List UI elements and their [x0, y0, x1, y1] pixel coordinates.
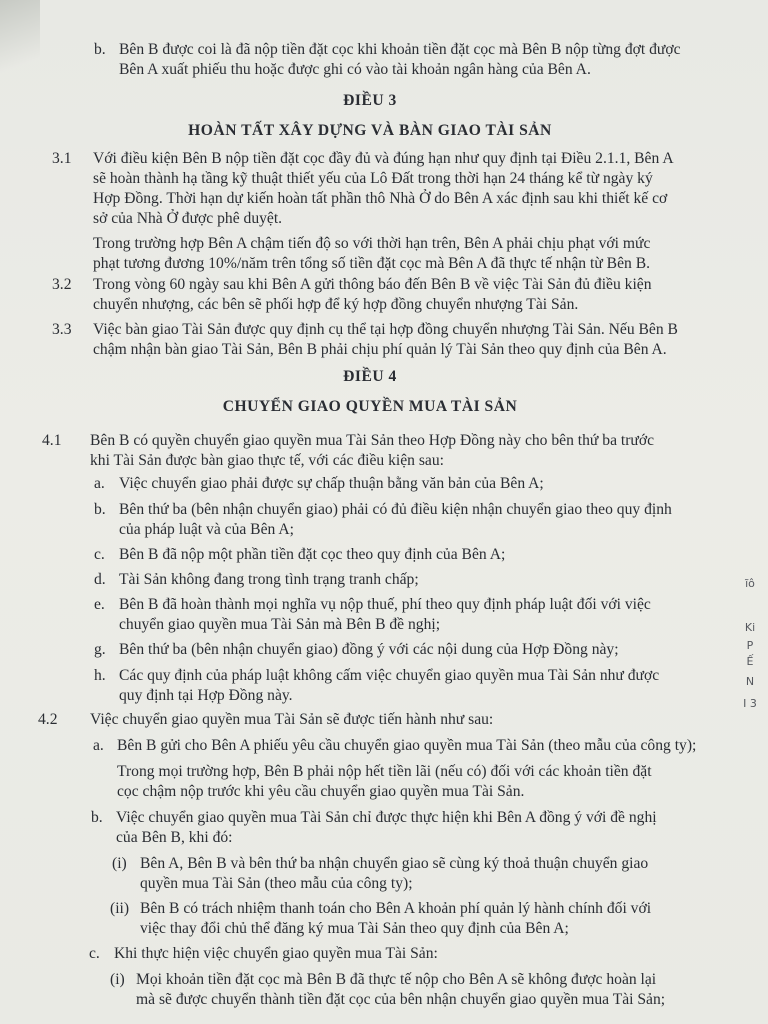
- text-line: Việc chuyển giao quyền mua Tài Sản sẽ được tiến hành như sau:: [90, 711, 494, 728]
- text-line: Khi thực hiện việc chuyển giao quyền mua Tài Sản:: [114, 945, 438, 962]
- text-line: Trong trường hợp Bên A chậm tiến độ so với thời hạn trên, Bên A phải chịu phạt với mức: [93, 235, 651, 252]
- subitem-marker: (i): [112, 855, 127, 872]
- text-line: khi Tài Sản được bàn giao thực tế, với các điều kiện sau:: [90, 452, 444, 469]
- article-4-title: CHUYỂN GIAO QUYỀN MUA TÀI SẢN: [222, 398, 518, 415]
- text-line: phạt tương đương 10%/năm trên tổng số tiền đặt cọc mà Bên A đã thực tế nhận từ Bên B.: [93, 255, 650, 272]
- item-marker: h.: [94, 667, 106, 684]
- text-line: việc thay đổi chủ thể đăng ký mua Tài Sản theo quy định của Bên A;: [140, 920, 569, 937]
- article-4-number: ĐIỀU 4: [343, 368, 397, 385]
- subitem-marker: (i): [110, 971, 125, 988]
- item-marker: b.: [91, 809, 103, 826]
- clause-number: 4.1: [42, 432, 62, 449]
- subitem-marker: (ii): [110, 900, 130, 917]
- text-line: Bên B có quyền chuyển giao quyền mua Tài Sản theo Hợp Đồng này cho bên thứ ba trước: [90, 432, 655, 449]
- margin-mark: P: [746, 639, 754, 652]
- article-3-number: ĐIỀU 3: [343, 92, 397, 109]
- text-line: Trong mọi trường hợp, Bên B phải nộp hết tiền lãi (nếu có) đối với các khoản tiền đặt: [117, 763, 652, 780]
- text-line: Bên thứ ba (bên nhận chuyển giao) phải có đủ điều kiện nhận chuyển giao theo quy định: [119, 501, 672, 518]
- margin-mark: Ki: [744, 621, 756, 634]
- margin-mark: N: [745, 675, 755, 688]
- text-line: cọc chậm nộp trước khi yêu cầu chuyển giao quyền mua Tài Sản.: [117, 783, 525, 800]
- text-line: Bên A xuất phiếu thu hoặc được ghi có vào tài khoản ngân hàng của Bên A.: [119, 61, 591, 78]
- text-line: quy định tại Hợp Đồng này.: [119, 687, 293, 704]
- text-line: Bên A, Bên B và bên thứ ba nhận chuyển giao sẽ cùng ký thoả thuận chuyển giao: [140, 855, 649, 872]
- text-line: Các quy định của pháp luật không cấm việc chuyển giao quyền mua Tài Sản như được: [119, 667, 660, 684]
- text-line: Mọi khoản tiền đặt cọc mà Bên B đã thực tế nộp cho Bên A sẽ không được hoàn lại: [136, 971, 657, 988]
- text-line: sở của Nhà Ở được phê duyệt.: [93, 210, 283, 227]
- item-marker: b.: [94, 501, 106, 518]
- text-line: Hợp Đồng. Thời hạn dự kiến hoàn tất phần thô Nhà Ở do Bên A xác định sau khi thiết kế cơ: [93, 190, 668, 207]
- item-marker: c.: [89, 945, 100, 962]
- clause-number: 3.3: [52, 321, 72, 338]
- text-line: Bên B đã nộp một phần tiền đặt cọc theo quy định của Bên A;: [119, 546, 506, 563]
- item-marker: b.: [94, 41, 106, 58]
- item-marker: g.: [94, 641, 106, 658]
- item-marker: a.: [94, 475, 105, 492]
- text-line: Việc bàn giao Tài Sản được quy định cụ thể tại hợp đồng chuyển nhượng Tài Sản. Nếu Bên B: [93, 321, 678, 338]
- text-line: sẽ hoàn thành hạ tầng kỹ thuật thiết yếu của Lô Đất trong thời hạn 24 tháng kể từ ngày ký: [93, 170, 653, 187]
- text-line: của pháp luật và của Bên A;: [119, 521, 294, 538]
- text-line: Bên B đã hoàn thành mọi nghĩa vụ nộp thuế, phí theo quy định pháp luật đối với việc: [119, 596, 651, 613]
- text-line: Việc chuyển giao quyền mua Tài Sản chỉ được thực hiện khi Bên A đồng ý với đề nghị: [116, 809, 657, 826]
- clause-number: 4.2: [38, 711, 58, 728]
- text-line: Bên thứ ba (bên nhận chuyển giao) đồng ý với các nội dung của Hợp Đồng này;: [119, 641, 619, 658]
- text-line: Bên B gửi cho Bên A phiếu yêu cầu chuyển giao quyền mua Tài Sản (theo mẫu của công ty);: [117, 737, 697, 754]
- text-line: chậm nhận bàn giao Tài Sản, Bên B phải chịu phí quản lý Tài Sản theo quy định của Bên A.: [93, 341, 667, 358]
- item-marker: c.: [94, 546, 105, 563]
- page-fold-shadow: [0, 0, 40, 90]
- text-line: của Bên B, khi đó:: [116, 829, 233, 846]
- text-line: Với điều kiện Bên B nộp tiền đặt cọc đầy đủ và đúng hạn như quy định tại Điều 2.1.1, Bên A: [93, 150, 674, 167]
- margin-mark: ĩô: [745, 577, 755, 590]
- text-line: chuyển nhượng, các bên sẽ phối hợp để ký hợp đồng chuyển nhượng Tài Sản.: [93, 296, 579, 313]
- item-marker: a.: [93, 737, 104, 754]
- item-marker: e.: [94, 596, 105, 613]
- text-line: chuyển giao quyền mua Tài Sản mà Bên B đề nghị;: [119, 616, 441, 633]
- text-line: Trong vòng 60 ngày sau khi Bên A gửi thông báo đến Bên B về việc Tài Sản đủ điều kiện: [93, 276, 652, 293]
- margin-mark: Ế: [746, 655, 754, 668]
- text-line: Việc chuyển giao phải được sự chấp thuận bằng văn bản của Bên A;: [119, 475, 544, 492]
- item-marker: d.: [94, 571, 106, 588]
- text-line: Bên B được coi là đã nộp tiền đặt cọc khi khoản tiền đặt cọc mà Bên B nộp từng đợt được: [119, 41, 681, 58]
- article-3-title: HOÀN TẤT XÂY DỰNG VÀ BÀN GIAO TÀI SẢN: [188, 122, 552, 139]
- text-line: Bên B có trách nhiệm thanh toán cho Bên A khoản phí quản lý hành chính đối với: [140, 900, 652, 917]
- text-line: quyền mua Tài Sản (theo mẫu của công ty);: [140, 875, 413, 892]
- text-line: mà sẽ được chuyển thành tiền đặt cọc của bên nhận chuyển giao quyền mua Tài Sản;: [136, 991, 666, 1008]
- margin-mark: I 3: [743, 697, 757, 710]
- text-line: Tài Sản không đang trong tình trạng tranh chấp;: [119, 571, 419, 588]
- clause-number: 3.2: [52, 276, 72, 293]
- clause-number: 3.1: [52, 150, 72, 167]
